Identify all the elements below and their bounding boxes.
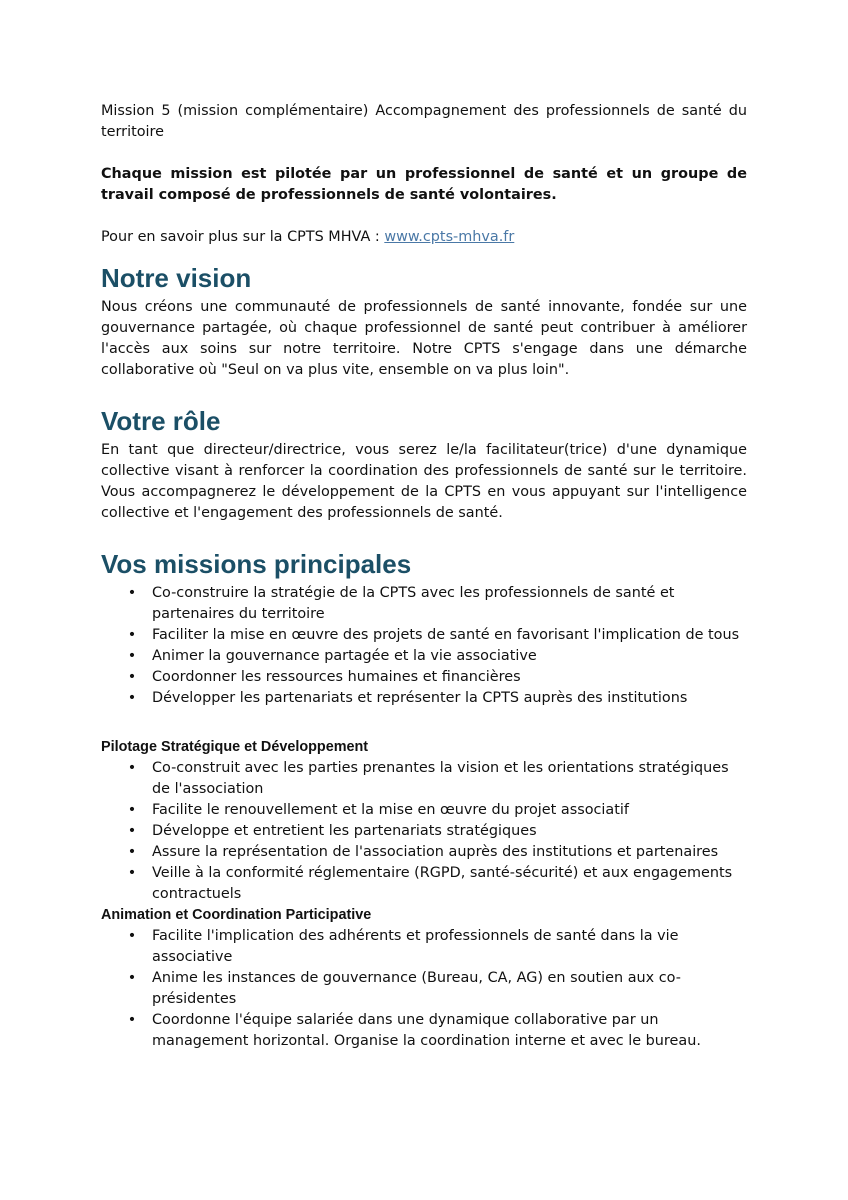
bullet-icon: • bbox=[127, 627, 137, 643]
bullet-icon: • bbox=[127, 970, 137, 986]
list-item: • Co-construit avec les parties prenantes la vision et les orientations stratégiques de l'association bbox=[127, 760, 729, 797]
list-item: • Coordonne l'équipe salariée dans une dynamique collaborative par un management horizontal. Organise la coordination interne et avec le bureau. bbox=[127, 1012, 701, 1049]
bullet-icon: • bbox=[127, 844, 137, 860]
list-item: • Facilite l'implication des adhérents et professionnels de santé dans la vie associative bbox=[127, 928, 679, 965]
animation-heading: Animation et Coordination Participative bbox=[101, 907, 372, 923]
list-item: • Développe et entretient les partenariats stratégiques bbox=[101, 821, 747, 842]
list-item: • Veille à la conformité réglementaire (RGPD, santé-sécurité) et aux engagements contractuels bbox=[127, 865, 733, 902]
more-info-prefix: Pour en savoir plus sur la CPTS MHVA : bbox=[101, 229, 385, 245]
list-item: • Assure la représentation de l'association auprès des institutions et partenaires bbox=[101, 842, 747, 863]
bullet-icon: • bbox=[127, 690, 137, 706]
bullet-icon: • bbox=[127, 802, 137, 818]
pilot-sentence: Chaque mission est pilotée par un professionnel de santé et un groupe de travail composé de professionnels de santé volontaires. bbox=[101, 166, 747, 203]
vision-heading: Notre vision bbox=[101, 263, 252, 293]
cpts-website-link[interactable]: www.cpts-mhva.fr bbox=[384, 229, 515, 245]
bullet-icon: • bbox=[127, 1012, 137, 1028]
bullet-icon: • bbox=[127, 585, 137, 601]
bullet-icon: • bbox=[127, 760, 137, 776]
role-heading: Votre rôle bbox=[101, 406, 221, 436]
document-content bbox=[101, 101, 747, 1052]
list-item: • Animer la gouvernance partagée et la vie associative bbox=[101, 646, 747, 667]
list-item: • Faciliter la mise en œuvre des projets de santé en favorisant l'implication de tous bbox=[101, 625, 747, 646]
missions-heading: Vos missions principales bbox=[101, 549, 412, 579]
more-info-line bbox=[101, 227, 747, 248]
bullet-icon: • bbox=[127, 648, 137, 664]
animation-list bbox=[101, 926, 747, 1052]
list-item: • Développer les partenariats et représenter la CPTS auprès des institutions bbox=[101, 688, 747, 709]
list-item: • Anime les instances de gouvernance (Bureau, CA, AG) en soutien aux co-présidentes bbox=[127, 970, 681, 1007]
mission5-paragraph: Mission 5 (mission complémentaire) Accompagnement des professionnels de santé du territoire bbox=[101, 103, 747, 140]
bullet-icon: • bbox=[127, 865, 137, 881]
list-item: • Facilite le renouvellement et la mise en œuvre du projet associatif bbox=[101, 800, 747, 821]
role-text: En tant que directeur/directrice, vous serez le/la facilitateur(trice) d'une dynamique collective visant à renforcer la coordination des professionnels de santé sur le territoire. Vous accompagnerez le développement de la CPTS en vous appuyant sur l'intelligence collective et l'engagement des professionnels de santé. bbox=[101, 442, 747, 521]
list-item: • Coordonner les ressources humaines et financières bbox=[101, 667, 747, 688]
bullet-icon: • bbox=[127, 823, 137, 839]
missions-list bbox=[101, 583, 747, 709]
pilotage-heading: Pilotage Stratégique et Développement bbox=[101, 739, 369, 755]
bullet-icon: • bbox=[127, 669, 137, 685]
list-item: • Co-construire la stratégie de la CPTS avec les professionnels de santé et partenaires du territoire bbox=[127, 585, 675, 622]
pilotage-list bbox=[101, 758, 747, 905]
bullet-icon: • bbox=[127, 928, 137, 944]
vision-text: Nous créons une communauté de professionnels de santé innovante, fondée sur une gouvernance partagée, où chaque professionnel de santé peut contribuer à améliorer l'accès aux soins sur notre territoire. Notre CPTS s'engage dans une démarche collaborative où "Seul on va plus vite, ensemble on va plus loin". bbox=[101, 299, 747, 378]
